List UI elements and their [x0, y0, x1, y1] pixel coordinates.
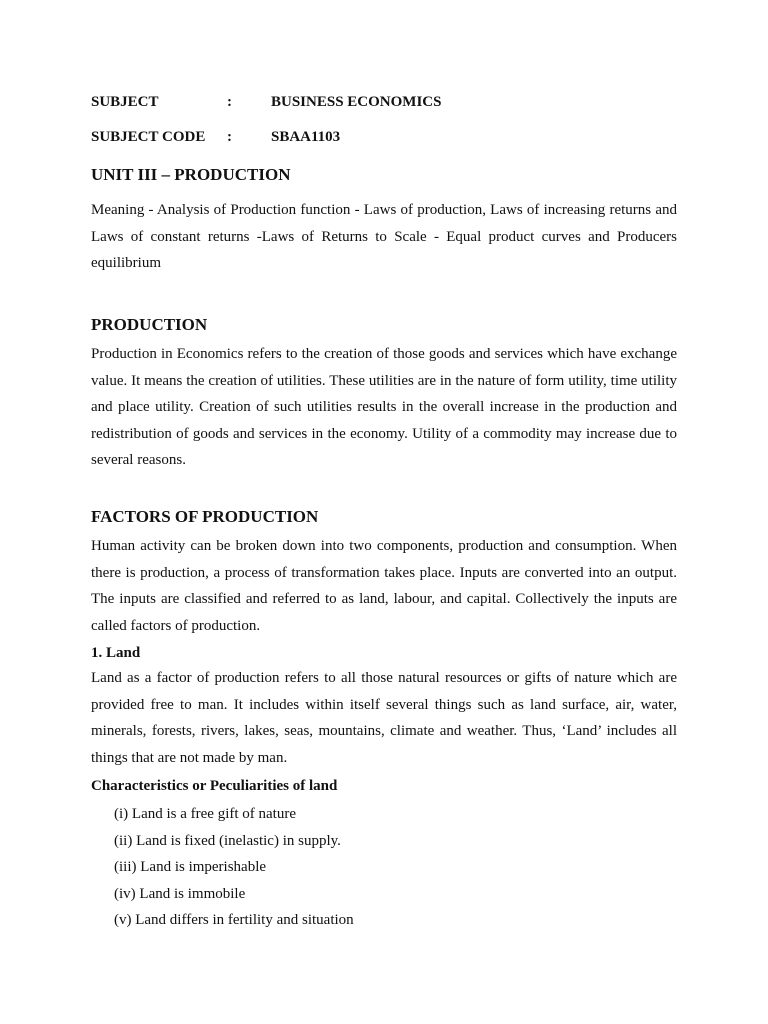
land-characteristics-list — [114, 801, 354, 934]
subject-code-value: SBAA1103 — [271, 129, 341, 145]
subject-label: SUBJECT — [91, 94, 159, 110]
subject-colon: : — [227, 94, 232, 110]
subject-code-label: SUBJECT CODE — [91, 129, 206, 145]
list-item: (ii) Land is fixed (inelastic) in supply. — [114, 832, 341, 849]
production-paragraph: Production in Economics refers to the creation of those goods and services which have exchange value. It means the creation of utilities. These utilities are in the nature of form utility, time utility and place utility. Creation of such utilities results in the overall increase in the production and redistribution of goods and services in the economy. Utility of a commodity may increase due to several reasons. — [91, 346, 677, 469]
list-item: (iv) Land is immobile — [114, 885, 246, 902]
unit-syllabus: Meaning - Analysis of Production function - Laws of production, Laws of increasing returns and Laws of constant returns -Laws of Returns to Scale - Equal product curves and Producers equilibrium — [91, 202, 677, 272]
land-paragraph: Land as a factor of production refers to all those natural resources or gifts of nature which are provided free to man. It includes within itself several things such as land surface, air, water, minerals, forests, rivers, lakes, seas, mountains, climate and weather. Thus, ‘Land’ includes all things that are not made by man. — [91, 670, 677, 766]
subject-code-colon: : — [227, 129, 232, 145]
unit-title: UNIT III – PRODUCTION — [91, 165, 291, 184]
land-characteristics-heading: Characteristics or Peculiarities of land — [91, 778, 338, 794]
factors-paragraph: Human activity can be broken down into two components, production and consumption. When there is production, a process of transformation takes place. Inputs are converted into an output. The inputs are classified and referred to as land, labour, and capital. Collectively the inputs are called factors of production. — [91, 538, 677, 634]
list-item: (i) Land is a free gift of nature — [114, 806, 296, 822]
list-item: (iii) Land is imperishable — [114, 859, 267, 876]
factors-heading: FACTORS OF PRODUCTION — [91, 507, 319, 526]
production-heading: PRODUCTION — [91, 315, 208, 334]
land-heading: 1. Land — [91, 645, 141, 661]
list-item: (v) Land differs in fertility and situation — [114, 912, 354, 929]
subject-value: BUSINESS ECONOMICS — [271, 94, 442, 110]
